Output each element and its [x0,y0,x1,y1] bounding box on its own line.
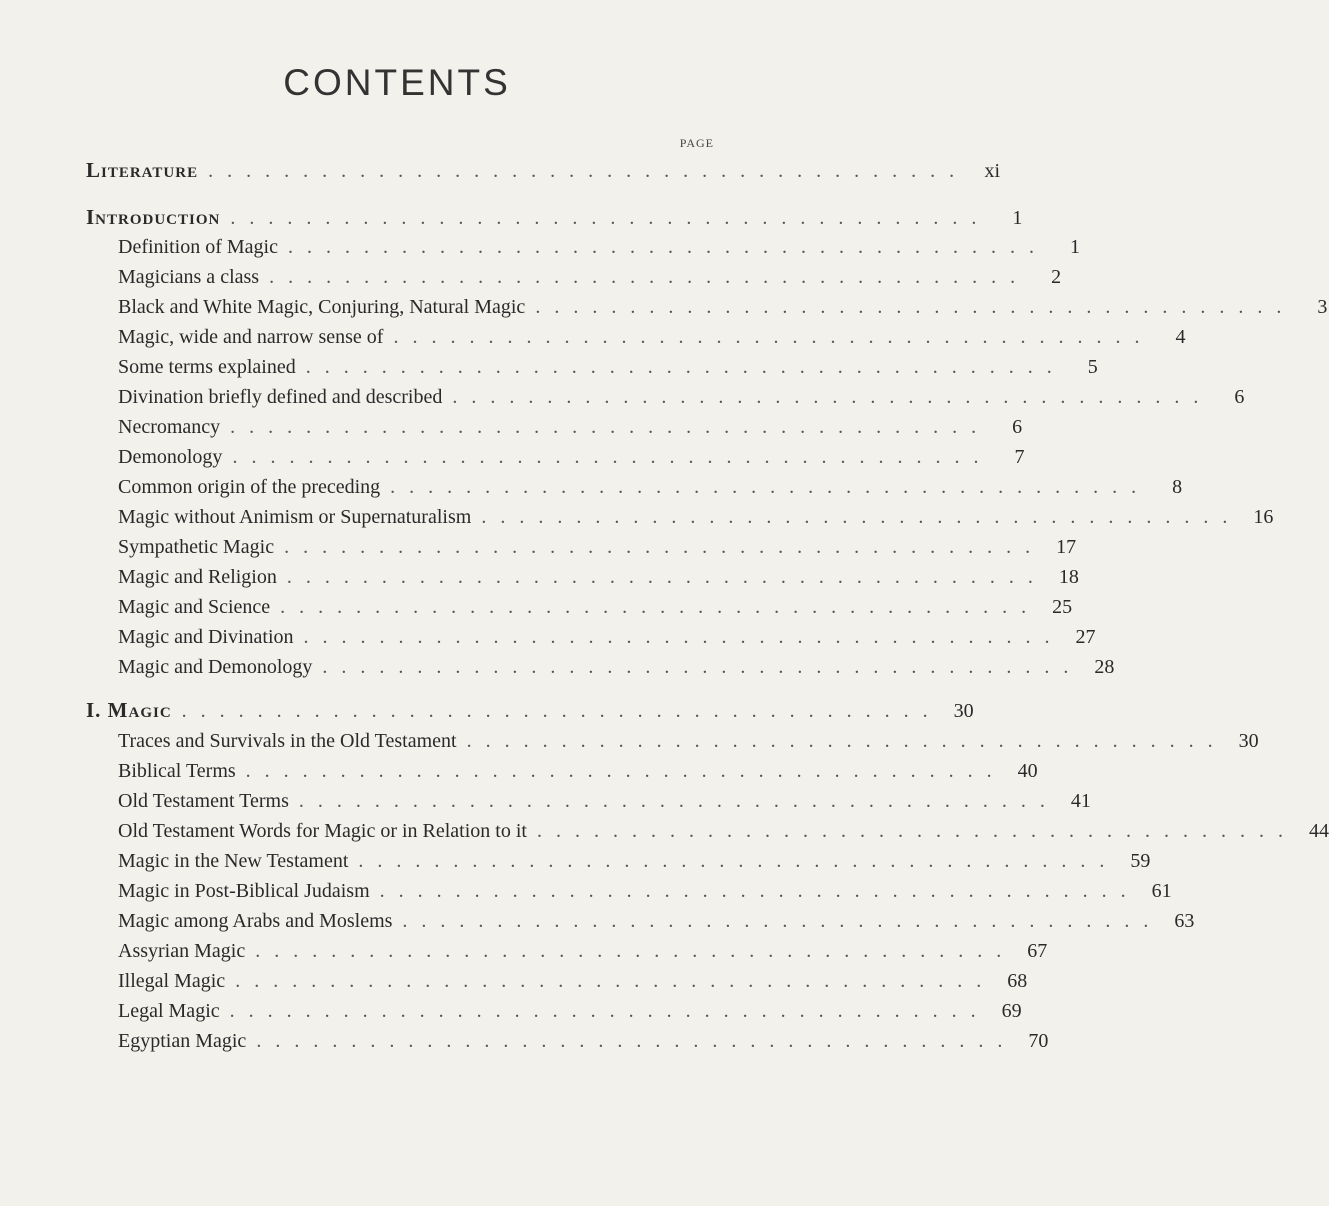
toc-entry-label: Literature [86,158,199,182]
toc-entry[interactable] [118,820,1329,843]
toc-heading[interactable] [86,205,1023,230]
dot-leader: ........................................ [245,760,1006,782]
toc-entry-label: Legal Magic [118,1000,220,1022]
toc-page-number: 16 [1253,506,1274,528]
toc-entry[interactable] [118,880,1172,903]
toc-page-number: 67 [1027,940,1048,962]
dot-leader: ........................................ [358,850,1119,872]
dot-leader: ........................................ [235,970,996,992]
toc-page-number: 69 [1001,1000,1022,1022]
toc-entry-label: Magic and Science [118,596,271,618]
dot-leader: ........................................ [287,236,1048,258]
toc-entry[interactable] [118,386,1245,409]
toc-entry[interactable] [118,326,1186,349]
toc-entry-label: Necromancy [118,416,221,438]
toc-entry-label: Common origin of the preceding [118,476,381,498]
toc-heading[interactable] [86,698,974,723]
dot-leader: ........................................ [181,700,942,722]
toc-entry-label: Magic, wide and narrow sense of [118,326,384,348]
dot-leader: ........................................ [298,790,1059,812]
toc-entry[interactable] [118,760,1038,783]
dot-leader: ........................................ [536,820,1297,842]
toc-page-number: 18 [1058,566,1079,588]
toc-entry-label: Magicians a class [118,266,260,288]
toc-page-number: 7 [1014,446,1025,468]
toc-entry-label: Definition of Magic [118,236,278,258]
toc-page-number: 5 [1087,356,1098,378]
toc-page-number: 41 [1070,790,1091,812]
toc-entry-label: Magic among Arabs and Moslems [118,910,393,932]
dot-leader: ........................................ [232,446,993,468]
toc-entry[interactable] [118,506,1274,529]
toc-page-number: 25 [1052,596,1073,618]
dot-leader: ........................................ [390,476,1151,498]
dot-leader: ........................................ [535,296,1296,318]
toc-entry-label: Old Testament Words for Magic or in Relation to it [118,820,527,842]
toc-entry[interactable] [118,626,1096,649]
dot-leader: ........................................ [452,386,1213,408]
toc-entry-label: Traces and Survivals in the Old Testament [118,730,457,752]
dot-leader: ........................................ [230,207,991,229]
toc-entry-label: I. Magic [86,698,172,722]
toc-entry[interactable] [118,566,1079,589]
toc-entry-label: Divination briefly defined and described [118,386,443,408]
toc-entry-label: Some terms explained [118,356,296,378]
toc-entry[interactable] [118,790,1091,813]
dot-leader: ........................................ [269,266,1030,288]
dot-leader: ........................................ [286,566,1047,588]
toc-entry-label: Magic and Divination [118,626,294,648]
toc-entry[interactable] [118,850,1151,873]
toc-entry[interactable] [118,536,1077,559]
toc-entry[interactable] [118,1000,1022,1023]
toc-page-number: 30 [953,700,974,722]
toc-page-number: 8 [1172,476,1183,498]
dot-leader: ........................................ [255,940,1016,962]
toc-heading[interactable] [86,158,1001,183]
toc-entry-label: Demonology [118,446,223,468]
toc-page-number: 70 [1028,1030,1049,1052]
toc-page-number: 28 [1094,656,1115,678]
toc-entry[interactable] [118,596,1073,619]
toc-entry-label: Magic in Post-Biblical Judaism [118,880,370,902]
toc-page-number: 3 [1317,296,1328,318]
dot-leader: ........................................ [208,160,969,182]
dot-leader: ........................................ [303,626,1064,648]
toc-entry-label: Magic without Animism or Supernaturalism [118,506,472,528]
toc-entry[interactable] [118,730,1259,753]
toc-entry-label: Egyptian Magic [118,1030,247,1052]
toc-entry[interactable] [118,910,1195,933]
toc-page-number: 68 [1007,970,1028,992]
dot-leader: ........................................ [322,656,1083,678]
toc-entry-label: Magic in the New Testament [118,850,349,872]
toc-page-number: 40 [1017,760,1038,782]
page-title: CONTENTS [283,62,511,103]
dot-leader: ........................................ [229,1000,990,1022]
dot-leader: ........................................ [402,910,1163,932]
toc-page-number: xi [984,160,1001,182]
toc-entry-label: Introduction [86,205,221,229]
dot-leader: ........................................ [481,506,1242,528]
toc-page-number: 1 [1012,207,1023,229]
toc-page-number: 4 [1175,326,1186,348]
toc-entry[interactable] [118,356,1098,379]
toc-page-number: 1 [1069,236,1080,258]
page-column-label: PAGE [679,136,714,150]
toc-entry-label: Old Testament Terms [118,790,289,812]
toc-entry-label: Biblical Terms [118,760,236,782]
toc-entry-label: Illegal Magic [118,970,226,992]
toc-entry[interactable] [118,940,1048,963]
dot-leader: ........................................ [466,730,1227,752]
toc-entry[interactable] [118,236,1080,259]
toc-entry-label: Magic and Religion [118,566,277,588]
toc-entry[interactable] [118,656,1115,679]
toc-entry[interactable] [118,1030,1049,1053]
toc-entry[interactable] [118,266,1062,289]
dot-leader: ........................................ [256,1030,1017,1052]
dot-leader: ........................................ [393,326,1154,348]
toc-entry[interactable] [118,446,1025,469]
toc-entry[interactable] [118,416,1023,439]
toc-entry[interactable] [118,970,1028,993]
dot-leader: ........................................ [284,536,1045,558]
toc-page-number: 30 [1238,730,1259,752]
toc-entry-label: Magic and Demonology [118,656,313,678]
toc-entry[interactable] [118,296,1328,319]
dot-leader: ........................................ [379,880,1140,902]
toc-page-number: 6 [1012,416,1023,438]
toc-entry[interactable] [118,476,1183,499]
toc-page-number: 27 [1075,626,1096,648]
toc-page-number: 6 [1234,386,1245,408]
toc-entry-label: Sympathetic Magic [118,536,275,558]
toc-page-number: 44 [1308,820,1329,842]
dot-leader: ........................................ [280,596,1041,618]
toc-page-number: 59 [1130,850,1151,872]
toc-entry-label: Black and White Magic, Conjuring, Natural Magic [118,296,526,318]
dot-leader: ........................................ [230,416,991,438]
toc-page-number: 63 [1174,910,1195,932]
toc-entry-label: Assyrian Magic [118,940,246,962]
dot-leader: ........................................ [305,356,1066,378]
toc-page-number: 61 [1151,880,1172,902]
toc-page-number: 17 [1056,536,1077,558]
toc-page-number: 2 [1051,266,1062,288]
